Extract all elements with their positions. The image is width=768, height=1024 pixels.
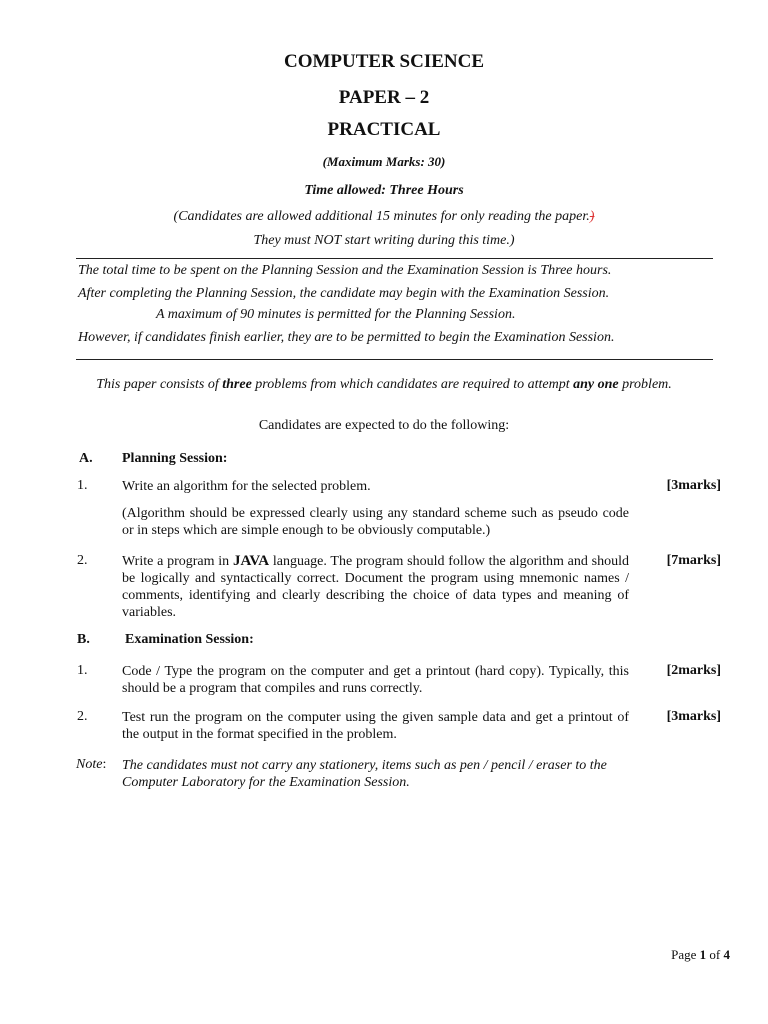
top-rule [76, 258, 713, 259]
section-a-item-1-text: Write an algorithm for the selected problem. [122, 479, 371, 494]
intro-bold-any-one: any one [573, 377, 619, 392]
intro-part-2: problems from which candidates are required to attempt [251, 377, 574, 392]
current-page: 1 [699, 947, 707, 962]
of-label: of [706, 947, 724, 962]
reading-time-note [0, 209, 768, 225]
reading-time-note-2: They must NOT start writing during this time.) [253, 233, 515, 248]
section-a-title: Planning Session: [122, 451, 228, 466]
note-colon: : [102, 757, 107, 772]
section-a-item-2-number: 2. [77, 553, 88, 568]
section-a-item-2-marks: [7marks] [666, 553, 721, 568]
java-keyword: JAVA [232, 553, 270, 569]
reading-time-note-text: (Candidates are allowed additional 15 minutes for only reading the paper. [173, 209, 590, 224]
intro-text [0, 377, 768, 393]
paper-type-title: PRACTICAL [327, 119, 441, 140]
note-label-text: Note [76, 757, 103, 772]
intro-bold-three: three [222, 377, 252, 392]
item-2-text-post: language. The program should follow the algorithm and should be logically and syntactically correct. Document the program using mnemonic names / comments, identifying and clearly describing the choice of data types and meaning of variables. [122, 554, 629, 620]
info-line-3: A maximum of 90 minutes is permitted for the Planning Session. [156, 307, 516, 322]
section-a-item-1-number: 1. [77, 478, 88, 493]
section-b-title: Examination Session: [125, 632, 254, 647]
expected-heading: Candidates are expected to do the following: [258, 418, 510, 433]
section-a-item-2-text [122, 553, 629, 621]
intro-part-1: This paper consists of [96, 377, 223, 392]
section-b-item-2-number: 2. [77, 709, 88, 724]
note-text: The candidates must not carry any stationery, items such as pen / pencil / eraser to the Computer Laboratory for the Examination Session. [122, 758, 607, 790]
section-a-item-1-marks: [3marks] [666, 478, 721, 493]
time-allowed: Time allowed: Three Hours [304, 183, 464, 198]
section-a-letter: A. [79, 451, 93, 466]
paper-subject-title: COMPUTER SCIENCE [283, 51, 485, 72]
section-b-item-1-number: 1. [77, 663, 88, 678]
section-b-letter: B. [77, 632, 90, 647]
intro-part-3: problem. [618, 377, 672, 392]
info-line-4: However, if candidates finish earlier, they are to be permitted to begin the Examination Session. [78, 330, 615, 345]
total-pages: 4 [723, 947, 730, 962]
info-line-2: After completing the Planning Session, the candidate may begin with the Examination Session. [78, 286, 610, 301]
section-a-item-1-subtext: (Algorithm should be expressed clearly using any standard scheme such as pseudo code or in steps which are simple enough to be obviously computable.) [122, 506, 629, 538]
section-b-item-2-text: Test run the program on the computer using the given sample data and get a printout of the output in the format specified in the problem. [122, 710, 629, 742]
paper-number-title: PAPER – 2 [338, 87, 430, 108]
info-line-1: The total time to be spent on the Planning Session and the Examination Session is Three hours. [78, 263, 612, 278]
section-b-item-1-marks: [2marks] [666, 663, 721, 678]
page-label: Page [671, 947, 700, 962]
item-2-text-pre: Write a program in [122, 554, 233, 569]
max-marks: (Maximum Marks: 30) [322, 154, 446, 169]
page-number [671, 947, 730, 963]
note-label [76, 757, 106, 773]
section-b-item-2-marks: [3marks] [666, 709, 721, 724]
section-b-item-1-text: Code / Type the program on the computer and get a printout (hard copy). Typically, this should be a program that compiles and runs correctly. [122, 664, 629, 696]
strikethrough-correction: ) [589, 209, 595, 224]
bottom-rule [76, 359, 713, 360]
